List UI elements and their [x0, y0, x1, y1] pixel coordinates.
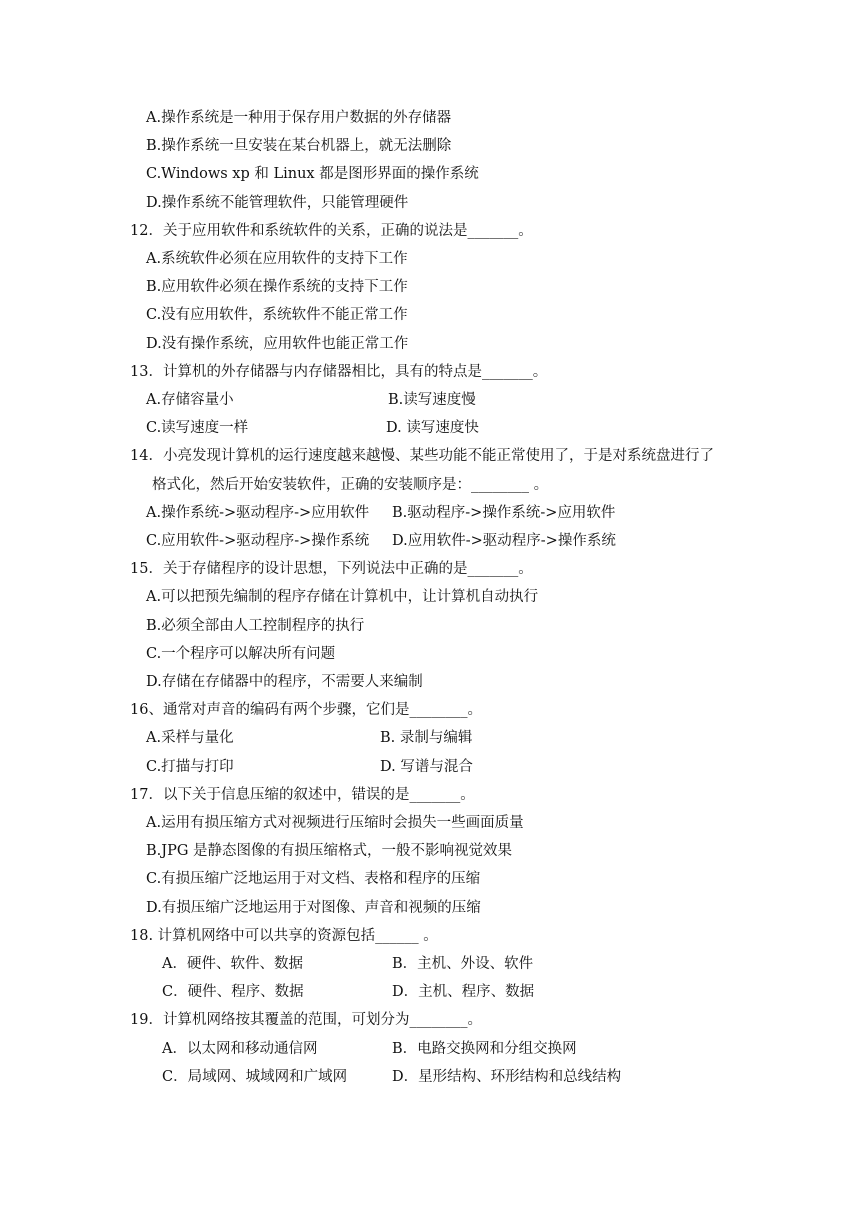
q18-option-d: D．主机、程序、数据	[392, 984, 535, 1000]
q12-option-a: A.系统软件必须在应用软件的支持下工作	[146, 251, 408, 267]
q11-option-c: C.Windows xp 和 Linux 都是图形界面的操作系统	[146, 166, 479, 182]
q11-option-d: D.操作系统不能管理软件，只能管理硬件	[146, 195, 409, 211]
q14-stem-line2: 格式化，然后开始安装软件，正确的安装顺序是：________ 。	[152, 477, 549, 493]
q14-option-b: B.驱动程序->操作系统->应用软件	[392, 505, 616, 521]
q16-option-b: B. 录制与编辑	[380, 730, 473, 746]
q12-stem: 12．关于应用软件和系统软件的关系，正确的说法是_______。	[130, 223, 533, 239]
q15-stem: 15．关于存储程序的设计思想，下列说法中正确的是_______。	[130, 561, 533, 577]
q15-option-d: D.存储在存储器中的程序，不需要人来编制	[146, 674, 423, 690]
q19-stem: 19．计算机网络按其覆盖的范围，可划分为________。	[130, 1012, 482, 1028]
q16-option-a: A.采样与量化	[146, 730, 234, 746]
q16-stem: 16、通常对声音的编码有两个步骤，它们是________。	[130, 702, 482, 718]
q13-stem: 13．计算机的外存储器与内存储器相比，具有的特点是_______。	[130, 364, 548, 380]
q14-stem-line1: 14．小亮发现计算机的运行速度越来越慢、某些功能不能正常使用了，于是对系统盘进行了	[130, 448, 714, 464]
q17-stem: 17．以下关于信息压缩的叙述中，错误的是_______。	[130, 787, 475, 803]
q12-option-d: D.没有操作系统，应用软件也能正常工作	[146, 336, 409, 352]
q17-option-a: A.运用有损压缩方式对视频进行压缩时会损失一些画面质量	[146, 815, 524, 831]
q16-option-c: C.打描与打印	[146, 759, 234, 775]
q19-option-b: B．电路交换网和分组交换网	[392, 1041, 577, 1057]
q18-option-b: B．主机、外设、软件	[392, 956, 534, 972]
q12-option-b: B.应用软件必须在操作系统的支持下工作	[146, 279, 408, 295]
q15-option-c: C.一个程序可以解决所有问题	[146, 646, 336, 662]
q17-option-c: C.有损压缩广泛地运用于对文档、表格和程序的压缩	[146, 871, 481, 887]
q17-option-d: D.有损压缩广泛地运用于对图像、声音和视频的压缩	[146, 900, 481, 916]
q18-option-c: C．硬件、程序、数据	[162, 984, 304, 1000]
q19-option-a: A．以太网和移动通信网	[162, 1041, 318, 1057]
q18-option-a: A．硬件、软件、数据	[162, 956, 303, 972]
q19-option-d: D．星形结构、环形结构和总线结构	[392, 1069, 622, 1085]
q11-option-a: A.操作系统是一种用于保存用户数据的外存储器	[146, 110, 452, 126]
q14-option-a: A.操作系统->驱动程序->应用软件	[146, 505, 370, 521]
q18-stem: 18. 计算机网络中可以共享的资源包括______ 。	[130, 928, 438, 944]
q13-option-d: D. 读写速度快	[386, 420, 479, 436]
q17-option-b: B.JPG 是静态图像的有损压缩格式，一般不影响视觉效果	[146, 843, 513, 859]
q12-option-c: C.没有应用软件，系统软件不能正常工作	[146, 307, 408, 323]
q19-option-c: C．局域网、城域网和广域网	[162, 1069, 348, 1085]
q13-option-c: C.读写速度一样	[146, 420, 249, 436]
q14-option-d: D.应用软件->驱动程序->操作系统	[392, 533, 616, 549]
q15-option-b: B.必须全部由人工控制程序的执行	[146, 618, 365, 634]
q15-option-a: A.可以把预先编制的程序存储在计算机中，让计算机自动执行	[146, 589, 539, 605]
q11-option-b: B.操作系统一旦安装在某台机器上，就无法删除	[146, 138, 452, 154]
q13-option-a: A.存储容量小	[146, 392, 234, 408]
q14-option-c: C.应用软件->驱动程序->操作系统	[146, 533, 370, 549]
q16-option-d: D. 写谱与混合	[380, 759, 473, 775]
q13-option-b: B.读写速度慢	[388, 392, 476, 408]
